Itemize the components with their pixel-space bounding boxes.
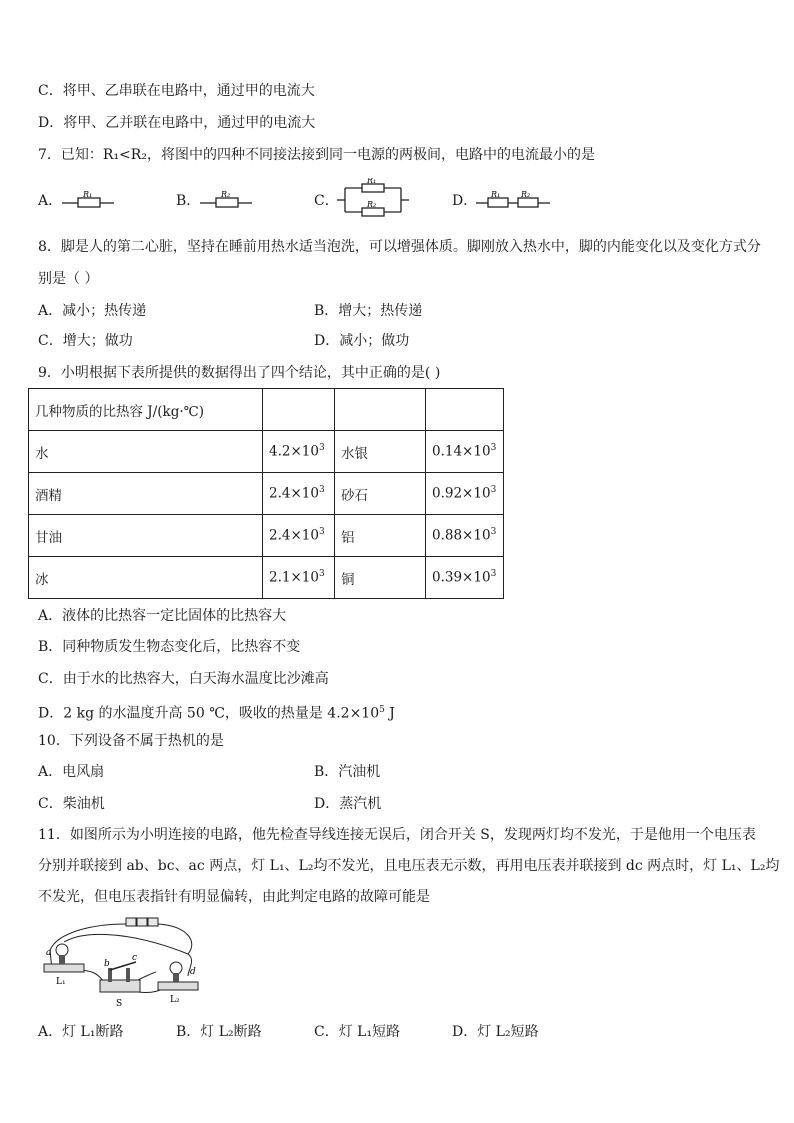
table-cell [335,389,426,431]
q7-d-r1-label: R₁ [491,190,501,199]
q7-c-r2-label: R₂ [367,200,377,209]
q6-option-c: C．将甲、乙串联在电路中，通过甲的电流大 [38,83,315,99]
q8-stem-line2: 别是（ ） [38,271,99,287]
lamp-l2-holder [173,973,179,982]
q7-b-r2-label: R₂ [221,190,231,199]
l2-label: L₂ [170,995,180,1005]
table-cell-value: $0.88\times 10^3$ [426,515,504,557]
q7-label-a: A． [38,193,63,209]
table-row [29,557,504,599]
q9-option-d: D．2 kg 的水温度升高 50 ℃，吸收的热量是 $4.2\times 10^5$ J [38,705,395,722]
bulb-l1-icon [56,944,68,956]
lamp-l2-base [158,982,198,990]
q7-circuit-d [476,190,550,212]
q11-circuit-figure [38,912,218,1008]
battery-cell-icon [148,918,158,926]
table-cell-material: 冰 [29,557,263,599]
q7-label-b: B． [176,193,201,209]
q10-option-c: C．柴油机 [38,796,105,812]
q8-option-a: A．减小；热传递 [38,303,147,319]
q7-d-r2-label: R₂ [521,190,531,199]
table-cell-value: $0.39\times 10^3$ [426,557,504,599]
battery-cell-icon [126,918,136,926]
q9-option-c: C．由于水的比热容大，白天海水温度比沙滩高 [38,671,329,687]
battery-cell-icon [137,918,147,926]
lamp-l1-base [44,964,84,972]
q7-circuit-a [62,190,114,212]
table-row [29,515,504,557]
q7-circuit-c [337,178,409,222]
q11-option-d: D．灯 L₂短路 [452,1024,539,1040]
q10-option-d: D．蒸汽机 [314,796,382,812]
table-cell-value: $2.4\times 10^3$ [263,515,335,557]
table-cell-material: 砂石 [335,473,426,515]
point-a-label: a [46,948,52,958]
q10-stem: 10．下列设备不属于热机的是 [38,733,224,749]
table-row [29,431,504,473]
q8-option-b: B．增大；热传递 [314,303,423,319]
table-cell-material: 水 [29,431,263,473]
point-c-label: c [132,953,138,963]
q9-option-a: A．液体的比热容一定比固体的比热容大 [38,608,287,624]
q8-option-c: C．增大；做功 [38,333,133,349]
switch-label: S [116,999,123,1008]
table-cell [426,389,504,431]
table-header-row [29,389,504,431]
point-d-label: d [190,967,196,977]
q6-option-d: D．将甲、乙并联在电路中，通过甲的电流大 [38,115,316,131]
table-cell [263,389,335,431]
table-cell-material: 水银 [335,431,426,473]
table-cell-value: $0.14\times 10^3$ [426,431,504,473]
switch-base [100,980,140,992]
table-row [29,473,504,515]
point-b-label: b [104,959,110,969]
q11-stem-line1: 11．如图所示为小明连接的电路，他先检查导线连接无误后，闭合开关 S，发现两灯均不发光，于是他用一个电压表 [38,827,756,843]
q9-option-b: B．同种物质发生物态变化后，比热容不变 [38,639,301,655]
q11-option-a: A．灯 L₁断路 [38,1024,124,1040]
switch-blade [110,962,136,970]
table-cell-material: 铝 [335,515,426,557]
table-cell-material: 酒精 [29,473,263,515]
table-header-cell: 几种物质的比热容 J/(kg·℃) [29,389,263,431]
bulb-l2-icon [170,962,182,974]
lamp-l1-holder [59,955,65,964]
table-cell-value: $4.2\times 10^3$ [263,431,335,473]
q8-stem-line1: 8．脚是人的第二心脏，坚持在睡前用热水适当泡洗，可以增强体质。脚刚放入热水中，脚的内能变化以及变化方式分 [38,239,761,255]
specific-heat-table [28,388,504,599]
q11-option-c: C．灯 L₁短路 [314,1024,401,1040]
q7-circuit-b [200,190,252,212]
q10-option-b: B．汽油机 [314,764,381,780]
switch-post [126,968,130,982]
q10-option-a: A．电风扇 [38,764,105,780]
table-cell-material: 甘油 [29,515,263,557]
q7-label-c: C． [314,193,339,209]
q7-stem: 7．已知：R₁<R₂，将图中的四种不同接法接到同一电源的两极间，电路中的电流最小的是 [38,147,595,163]
q9-stem: 9．小明根据下表所提供的数据得出了四个结论，其中正确的是( ) [38,365,441,381]
q11-stem-line2: 分别并联接到 ab、bc、ac 两点，灯 L₁、L₂均不发光，且电压表无示数，再用电压表并联接到 dc 两点时，灯 L₁、L₂均 [38,858,780,874]
table-cell-value: $2.4\times 10^3$ [263,473,335,515]
q7-c-r1-label: R₁ [367,178,377,185]
q8-option-d: D．减小；做功 [314,333,410,349]
table-cell-value: $0.92\times 10^3$ [426,473,504,515]
q11-option-b: B．灯 L₂断路 [176,1024,262,1040]
q7-a-r1-label: R₁ [83,190,93,199]
q11-stem-line3: 不发光，但电压表指针有明显偏转，由此判定电路的故障可能是 [38,889,430,905]
table-cell-value: $2.1\times 10^3$ [263,557,335,599]
table-cell-material: 铜 [335,557,426,599]
q7-label-d: D． [452,193,478,209]
l1-label: L₁ [56,977,66,987]
